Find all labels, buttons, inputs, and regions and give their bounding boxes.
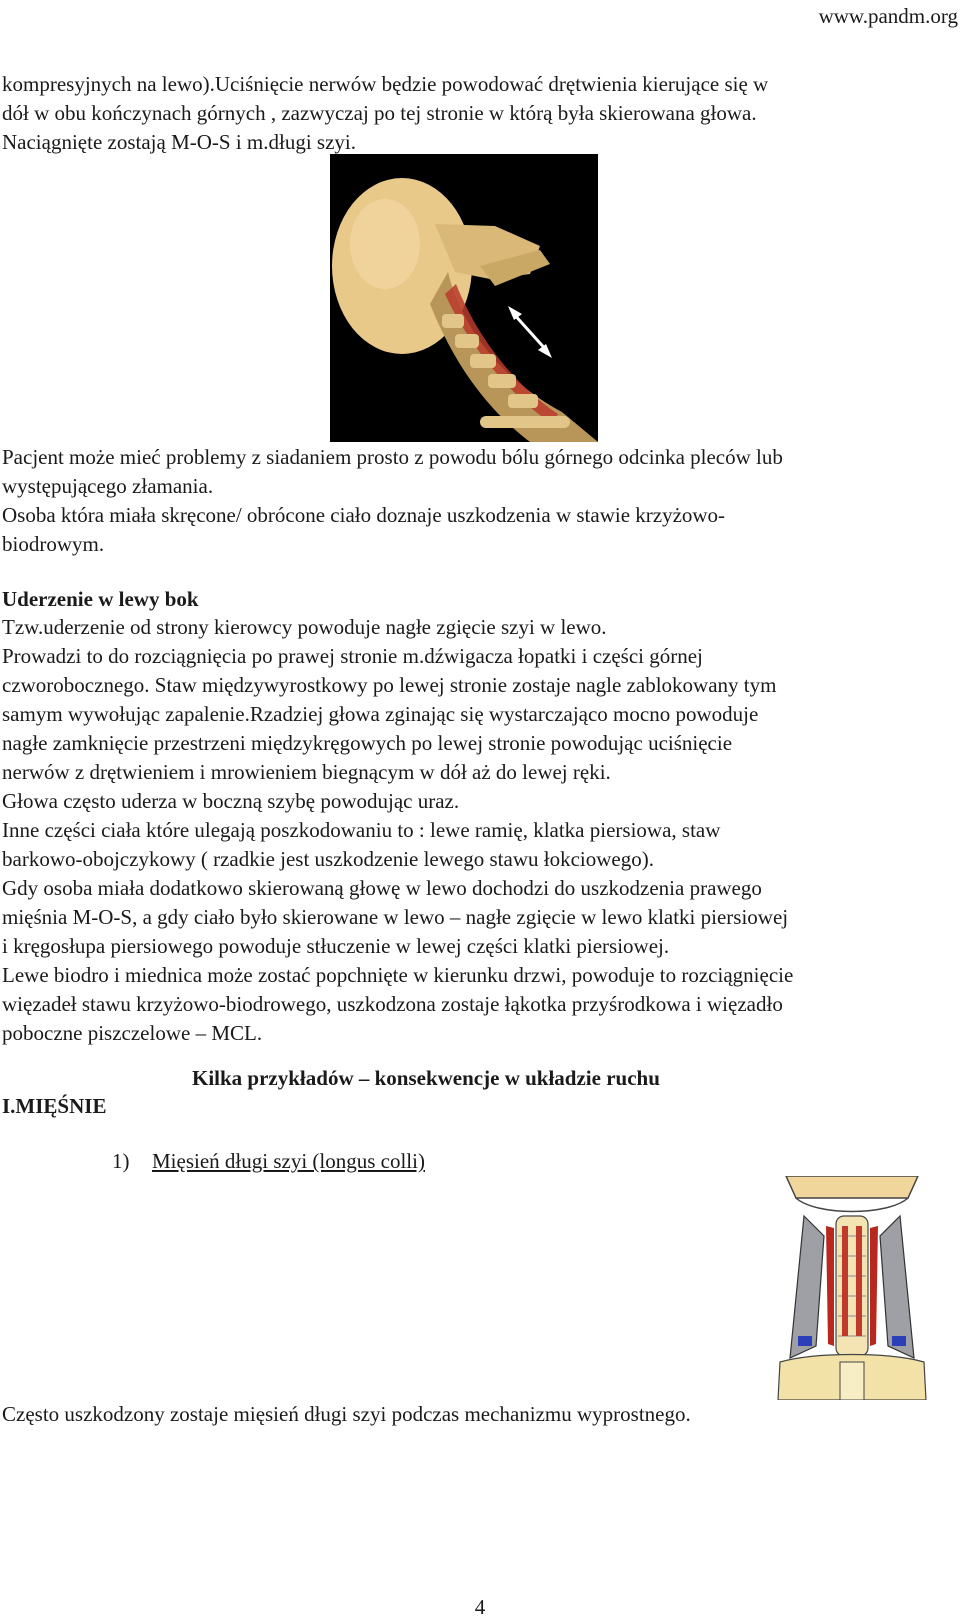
text-line: Gdy osoba miała dodatkowo skierowaną głowę w lewo dochodzi do uszkodzenia prawego: [2, 876, 762, 900]
skull-neck-muscle-figure: [330, 154, 598, 442]
text-line: więzadeł stawu krzyżowo-biodrowego, uszkodzona zostaje łąkotka przyśrodkowa i więzadło: [2, 992, 783, 1016]
text-line: nerwów z drętwieniem i mrowieniem biegnącym w dół aż do lewej ręki.: [2, 760, 611, 784]
text-line: nagłe zamknięcie przestrzeni międzykręgowych po lewej stronie powodując uciśnięcie: [2, 731, 733, 755]
paragraph: [2, 443, 958, 559]
text-line: i kręgosłupa piersiowego powoduje stłuczenie w lewej części klatki piersiowej.: [2, 934, 670, 958]
text-line: samym wywołując zapalenie.Rzadziej głowa zginając się wystarczająco mocno powoduje: [2, 702, 759, 726]
text-line: Tzw.uderzenie od strony kierowcy powoduje nagłe zgięcie szyi w lewo.: [2, 615, 607, 639]
intro-paragraph: [2, 70, 958, 157]
text-line: dół w obu kończynach górnych , zazwyczaj po tej stronie w którą była skierowana głowa.: [2, 101, 757, 125]
text-line: występującego złamania.: [2, 474, 214, 498]
text-line: barkowo-obojczykowy ( rzadkie jest uszkodzenie lewego stawu łokciowego).: [2, 847, 654, 871]
text-line: mięśnia M-O-S, a gdy ciało było skierowane w lewo – nagłe zgięcie w lewo klatki piersiowej: [2, 905, 789, 929]
list-item: [112, 1147, 425, 1176]
examples-heading: Kilka przykładów – konsekwencje w układzie ruchu: [192, 1066, 660, 1090]
text-line: poboczne piszczelowe – MCL.: [2, 1021, 263, 1045]
text-line: Osoba która miała skręcone/ obrócone ciało doznaje uszkodzenia w stawie krzyżowo-: [2, 503, 726, 527]
text-line: Prowadzi to do rozciągnięcia po prawej stronie m.dźwigacza łopatki i części górnej: [2, 644, 703, 668]
text-line: Inne części ciała które ulegają poszkodowaniu to : lewe ramię, klatka piersiowa, staw: [2, 818, 721, 842]
text-line: kompresyjnych na lewo).Uciśnięcie nerwów będzie powodować drętwienia kierujące się w: [2, 72, 769, 96]
text-line: biodrowym.: [2, 532, 105, 556]
list-number: 1): [112, 1149, 130, 1173]
section-body: [2, 613, 958, 1048]
section-heading: Uderzenie w lewy bok: [2, 587, 199, 611]
longus-colli-anatomy-figure: [776, 1176, 928, 1400]
muscles-heading: I.MIĘŚNIE: [2, 1094, 107, 1118]
closing-line: Często uszkodzony zostaje mięsień długi szyi podczas mechanizmu wyprostnego.: [2, 1402, 691, 1426]
text-line: Naciągnięte zostają M-O-S i m.długi szyi.: [2, 130, 356, 154]
text-line: czworobocznego. Staw międzywyrostkowy po lewej stronie zostaje nagle zablokowany tym: [2, 673, 777, 697]
text-line: Pacjent może mieć problemy z siadaniem prosto z powodu bólu górnego odcinka pleców lub: [2, 445, 783, 469]
text-line: Głowa często uderza w boczną szybę powodując uraz.: [2, 789, 460, 813]
list-item-label: Mięsień długi szyi (longus colli): [152, 1149, 425, 1173]
site-url: www.pandm.org: [818, 4, 958, 28]
text-line: Lewe biodro i miednica może zostać popchnięte w kierunku drzwi, powoduje to rozciągnięcie: [2, 963, 794, 987]
page-number: 4: [474, 1595, 486, 1619]
